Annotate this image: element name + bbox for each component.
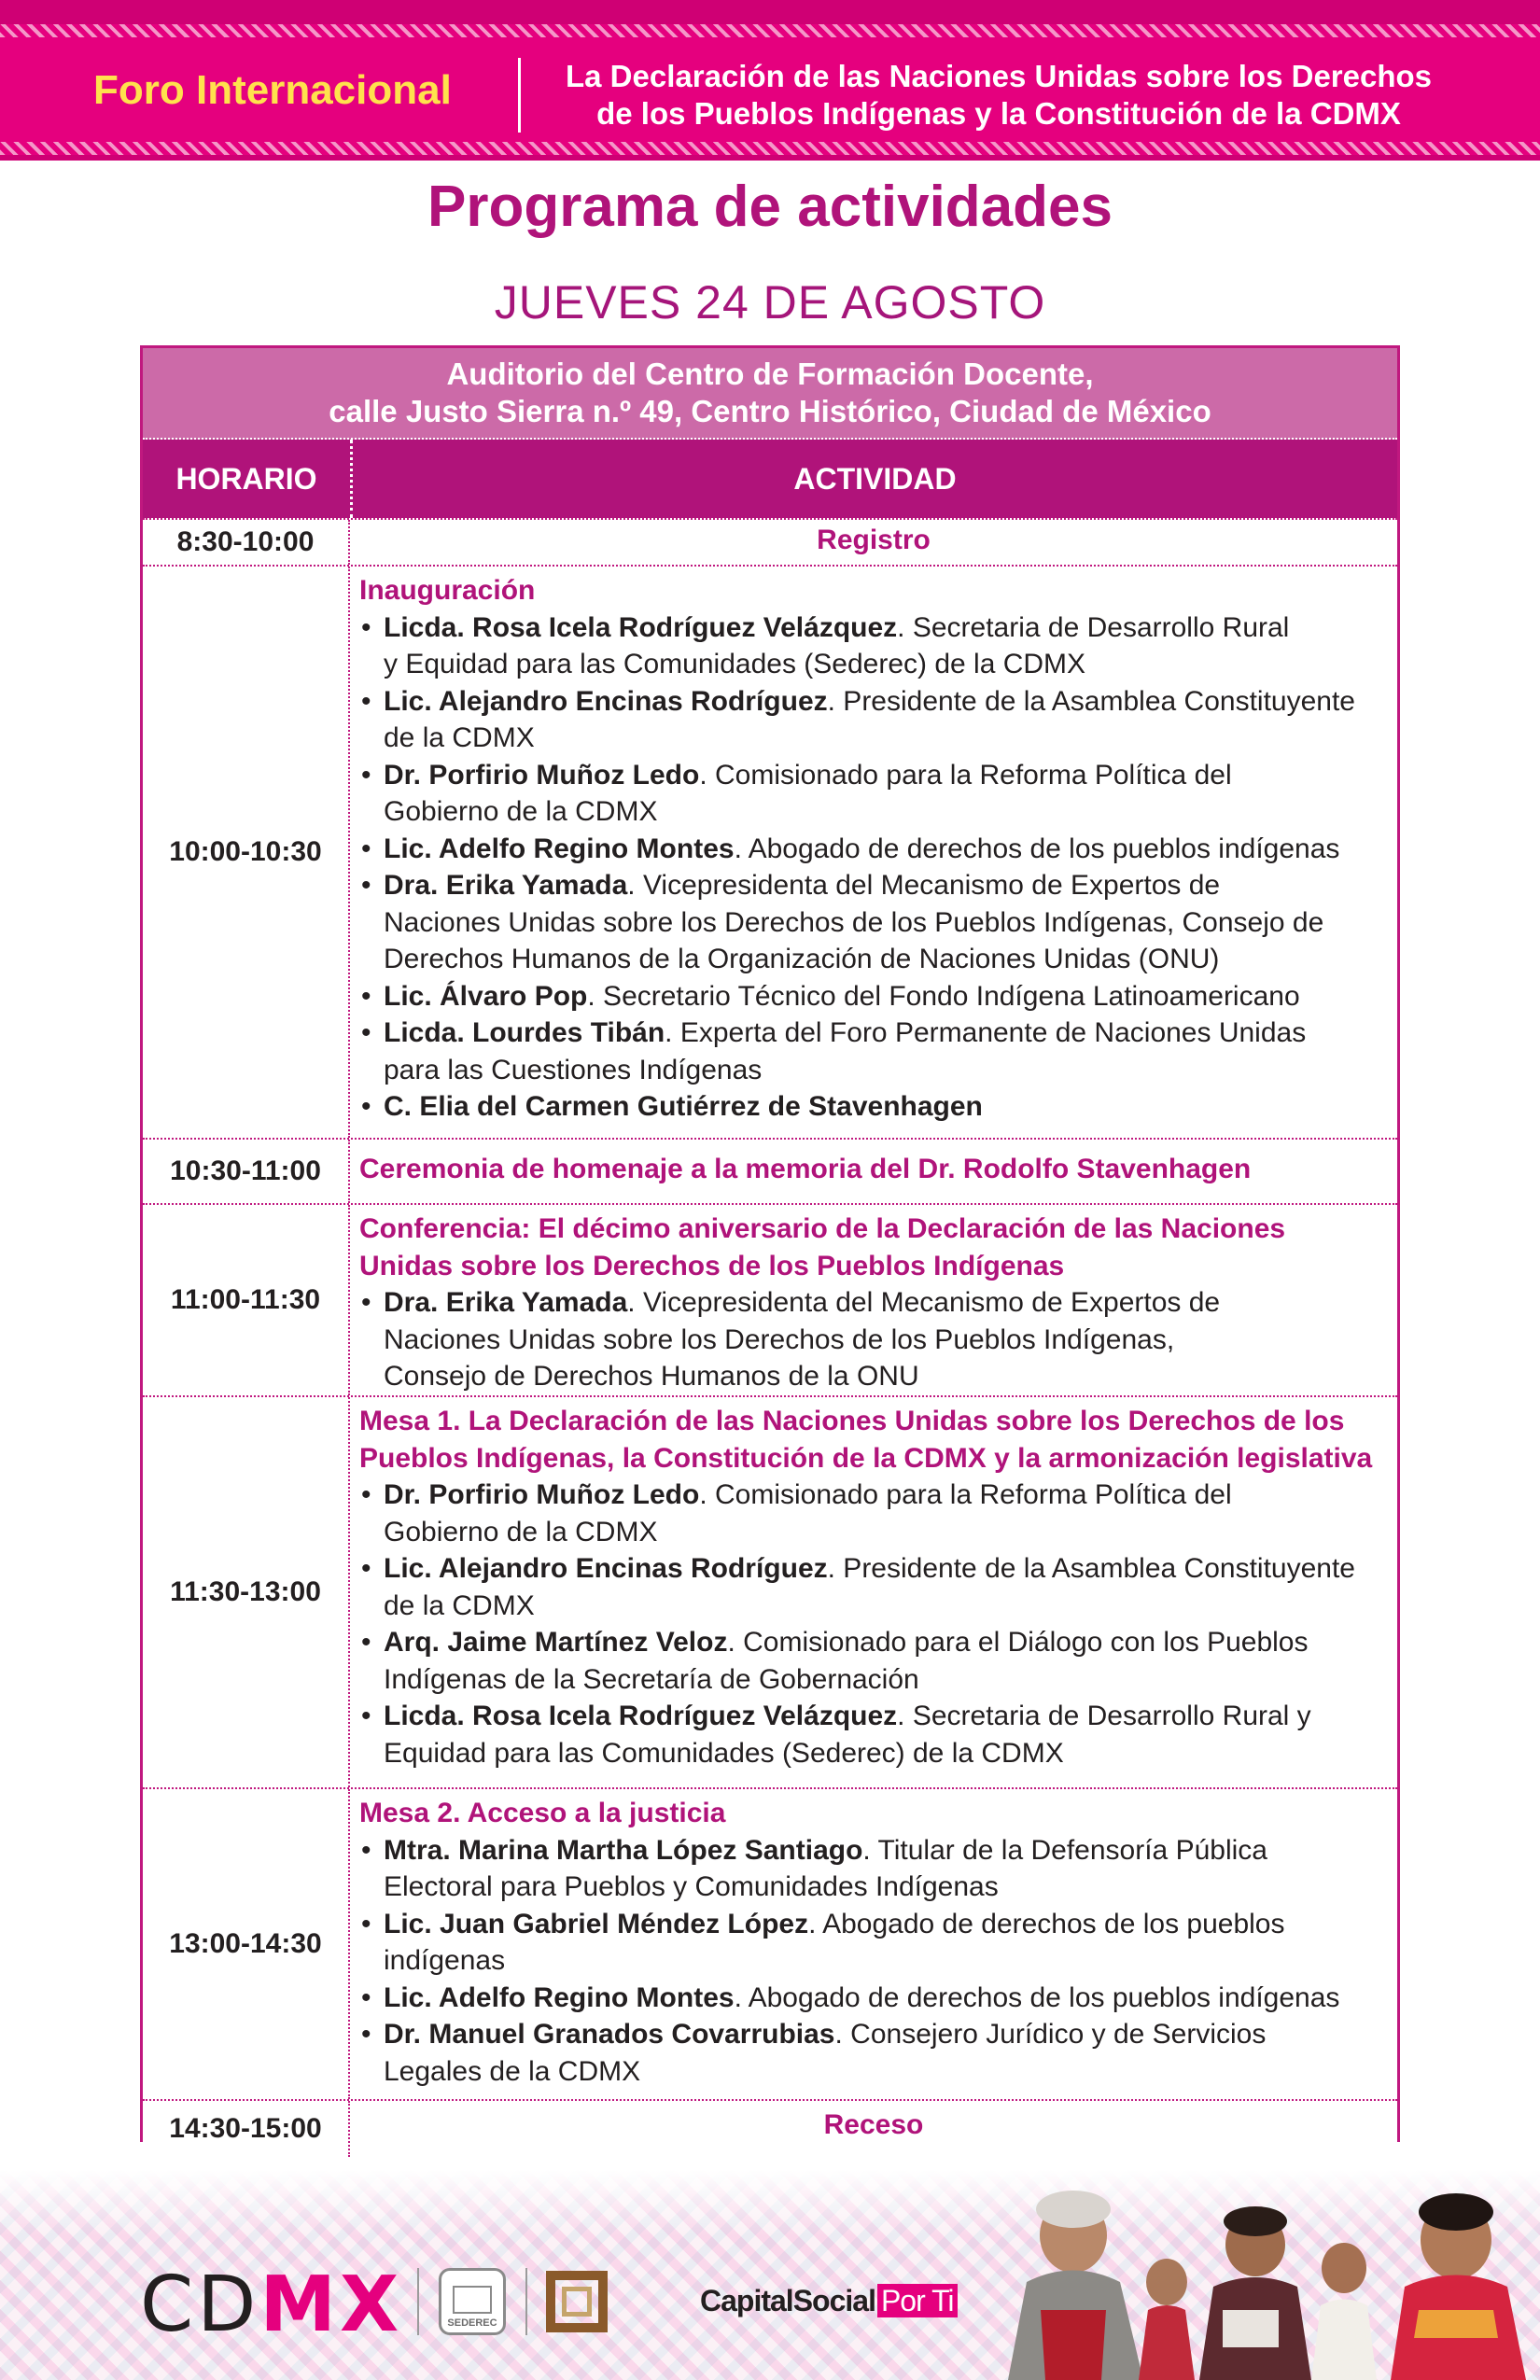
activity-title: Pueblos Indígenas, la Constitución de la CDMX y la armonización legislativa (359, 1442, 1373, 1474)
table-row (143, 1138, 1397, 1203)
participant-name: Lic. Álvaro Pop (384, 980, 588, 1012)
participant-name: Lic. Adelfo Regino Montes (384, 1981, 735, 2013)
participant-desc: para las Cuestiones Indígenas (384, 1054, 763, 1085)
table-row (143, 518, 1397, 565)
participant-name: Arq. Jaime Martínez Veloz (384, 1627, 728, 1658)
participant-desc: . Comisionado para la Reforma Política del (699, 759, 1232, 791)
participant-desc: . Abogado de derechos de los pueblos (808, 1908, 1285, 1939)
table-row (143, 1395, 1397, 1787)
participant-desc: Legales de la CDMX (384, 2055, 641, 2087)
forum-title (523, 58, 1475, 133)
header-band-top (0, 0, 1540, 24)
activity-title: Inauguración (359, 575, 536, 606)
row-time: 11:00-11:30 (143, 1205, 350, 1395)
participant-desc: . Experta del Foro Permanente de Naciones Unidas (665, 1017, 1307, 1048)
participant-item: • Dr. Porfirio Muñoz Ledo. Comisionado para la Reforma Política del Gobierno de la CDMX (361, 1479, 1232, 1547)
participant-desc: Gobierno de la CDMX (384, 796, 658, 827)
participant-name: Licda. Rosa Icela Rodríguez Velázquez (384, 611, 898, 643)
table-header-row (143, 440, 1397, 518)
activity-title: Mesa 1. La Declaración de las Naciones Unidas sobre los Derechos de los (359, 1406, 1345, 1436)
participant-item: • Lic. Alejandro Encinas Rodríguez. Presidente de la Asamblea Constituyente de la CDMX (361, 1553, 1355, 1621)
activity-title: Registro (817, 525, 931, 555)
cdmx-logo (140, 2261, 402, 2349)
person-hair (1036, 2191, 1111, 2228)
forum-title-line: La Declaración de las Naciones Unidas sobre los Derechos (565, 59, 1433, 93)
footer-divider (417, 2268, 419, 2335)
participant-item: • Lic. Álvaro Pop. Secretario Técnico del Fondo Indígena Latinoamericano (361, 980, 1300, 1012)
book-shape (1223, 2310, 1279, 2347)
row-activity (350, 1789, 1397, 2099)
row-activity (350, 1140, 1397, 1203)
person-body (1311, 2300, 1377, 2380)
sederec-label: SEDEREC (447, 2317, 497, 2329)
por-ti-text: Por Ti (877, 2284, 958, 2317)
row-time: 10:00-10:30 (143, 567, 350, 1138)
participant-desc: . Secretario Técnico del Fondo Indígena Latinoamericano (587, 980, 1300, 1012)
footer-divider (525, 2268, 527, 2335)
participant-desc: . Secretaria de Desarrollo Rural y (897, 1701, 1311, 1731)
header-pattern-top (0, 24, 1540, 37)
participant-item: • Lic. Juan Gabriel Méndez López. Abogado de derechos de los pueblos indígenas (361, 1908, 1285, 1976)
participant-item: • Licda. Rosa Icela Rodríguez Velázquez. Secretaria de Desarrollo Rural y Equidad para las Comunidades (Sederec) de la CDMX (361, 1701, 1311, 1769)
participant-desc: . Presidente de la Asamblea Constituyente (827, 685, 1355, 717)
forum-title-line: de los Pueblos Indígenas y la Constitución de la CDMX (596, 96, 1401, 131)
participant-desc: . Comisionado para el Diálogo con los Pueblos (727, 1627, 1309, 1658)
participant-name: Lic. Juan Gabriel Méndez López (384, 1908, 809, 1939)
header-banner (0, 0, 1540, 161)
row-activity (350, 520, 1397, 565)
row-activity (350, 2101, 1397, 2157)
row-activity (350, 1397, 1397, 1787)
forum-label: Foro Internacional (93, 67, 452, 113)
venue-line: calle Justo Sierra n.º 49, Centro Histórico, Ciudad de México (329, 394, 1211, 428)
schedule-table (140, 345, 1400, 2142)
participant-desc: . Abogado de derechos de los pueblos indígenas (734, 1981, 1340, 2013)
participant-item: • Arq. Jaime Martínez Veloz. Comisionado para el Diálogo con los Pueblos Indígenas de la Secretaría de Gobernación (361, 1627, 1309, 1695)
participant-item: • Lic. Adelfo Regino Montes. Abogado de derechos de los pueblos indígenas (361, 1981, 1340, 2013)
participant-name: Dr. Porfirio Muñoz Ledo (384, 759, 700, 791)
participant-name: Dr. Manuel Granados Covarrubias (384, 2019, 835, 2050)
participant-desc: Electoral para Pueblos y Comunidades Indígenas (384, 1871, 999, 1902)
participant-desc: . Abogado de derechos de los pueblos indígenas (734, 833, 1340, 864)
cdmx-logo-mx: MX (259, 2261, 403, 2349)
activity-title: Unidas sobre los Derechos de los Pueblos Indígenas (359, 1250, 1065, 1281)
participant-desc: de la CDMX (384, 722, 535, 753)
participant-desc: . Presidente de la Asamblea Constituyente (827, 1553, 1355, 1584)
row-time: 8:30-10:00 (143, 520, 350, 565)
activity-title: Receso (823, 2109, 924, 2140)
participant-desc: . Comisionado para la Reforma Política del (699, 1479, 1232, 1510)
participant-name: Dra. Erika Yamada (384, 1287, 628, 1318)
participant-name: Dr. Porfirio Muñoz Ledo (384, 1479, 700, 1510)
capital-social-text: CapitalSocial (700, 2284, 875, 2317)
participant-item: • Mtra. Marina Martha López Santiago. Titular de la Defensoría Pública Electoral para Pueblos y Comunidades Indígenas (361, 1834, 1267, 1902)
participant-desc: . Titular de la Defensoría Pública (862, 1834, 1267, 1866)
table-row (143, 1787, 1397, 2099)
activity-title: Ceremonia de homenaje a la memoria del Dr. Rodolfo Stavenhagen (359, 1154, 1252, 1184)
participant-item: • Lic. Adelfo Regino Montes. Abogado de derechos de los pueblos indígenas (361, 833, 1340, 864)
participant-desc: Naciones Unidas sobre los Derechos de los Pueblos Indígenas, Consejo de (384, 906, 1324, 938)
person-face (1146, 2259, 1187, 2305)
participant-name: Licda. Lourdes Tibán (384, 1017, 665, 1048)
sederec-logo-icon (439, 2268, 506, 2335)
person-hair (1224, 2206, 1287, 2236)
activity-title: Mesa 2. Acceso a la justicia (359, 1798, 726, 1828)
row-time: 10:30-11:00 (143, 1140, 350, 1203)
participant-desc: . Vicepresidenta del Mecanismo de Expertos de (627, 1287, 1221, 1318)
header-band-bottom (0, 155, 1540, 161)
capital-social-logo (700, 2284, 958, 2318)
participant-desc: Equidad para las Comunidades (Sederec) de la CDMX (384, 1737, 1064, 1769)
participant-desc: Derechos Humanos de la Organización de Naciones Unidas (ONU) (384, 944, 1220, 974)
activity-title: Conferencia: El décimo aniversario de la Declaración de las Naciones (359, 1213, 1286, 1244)
table-row (143, 1203, 1397, 1395)
participant-desc: . Consejero Jurídico y de Servicios (834, 2019, 1267, 2050)
building-icon (453, 2286, 492, 2314)
participant-name: C. Elia del Carmen Gutiérrez de Stavenhagen (384, 1091, 983, 1122)
row-time: 11:30-13:00 (143, 1397, 350, 1787)
participant-desc: . Secretaria de Desarrollo Rural (897, 611, 1290, 643)
participant-item: • Dr. Porfirio Muñoz Ledo. Comisionado para la Reforma Política del Gobierno de la CDMX (361, 759, 1232, 827)
participant-item: • C. Elia del Carmen Gutiérrez de Stavenhagen (361, 1091, 983, 1122)
participant-desc: y Equidad para las Comunidades (Sederec) de la CDMX (384, 649, 1086, 679)
column-header-activity: ACTIVIDAD (793, 461, 957, 496)
row-activity (350, 567, 1397, 1138)
participant-item: • Licda. Rosa Icela Rodríguez Velázquez. Secretaria de Desarrollo Rural y Equidad para las Comunidades (Sederec) de la CDMX (361, 611, 1290, 679)
column-header-time: HORARIO (143, 440, 353, 518)
participant-desc: Consejo de Derechos Humanos de la ONU (384, 1361, 919, 1392)
participant-name: Lic. Adelfo Regino Montes (384, 833, 735, 864)
row-activity (350, 1205, 1397, 1395)
row-time: 13:00-14:30 (143, 1789, 350, 2099)
participant-item: • Dra. Erika Yamada. Vicepresidenta del Mecanismo de Expertos de Naciones Unidas sobre los Derechos de los Pueblos Indígenas, Consejo de Derechos Humanos de la ONU (361, 1287, 1221, 1392)
participant-name: Licda. Rosa Icela Rodríguez Velázquez (384, 1701, 898, 1731)
person-hair (1419, 2193, 1493, 2231)
participant-desc: de la CDMX (384, 1589, 535, 1621)
participant-item: • Dra. Erika Yamada. Vicepresidenta del Mecanismo de Expertos de Naciones Unidas sobre los Derechos de los Pueblos Indígenas, Consejo de Derechos Humanos de la Organización de Naciones Unidas (ONU) (361, 870, 1324, 974)
participant-item: • Dr. Manuel Granados Covarrubias. Consejero Jurídico y de Servicios Legales de la CDMX (361, 2019, 1267, 2087)
photo-indigenous-people (989, 2170, 1540, 2380)
participant-name: Lic. Alejandro Encinas Rodríguez (384, 685, 828, 717)
page-title: Programa de actividades (427, 175, 1113, 239)
participant-name: Lic. Alejandro Encinas Rodríguez (384, 1553, 828, 1584)
geometric-pattern-logo-icon (546, 2271, 608, 2332)
participant-desc: Gobierno de la CDMX (384, 1516, 658, 1547)
header-divider (518, 58, 521, 133)
venue-line: Auditorio del Centro de Formación Docente, (446, 357, 1094, 391)
person-face (1322, 2243, 1366, 2293)
table-row (143, 2099, 1397, 2157)
participant-desc: indígenas (384, 1945, 506, 1976)
participant-item: • Licda. Lourdes Tibán. Experta del Foro Permanente de Naciones Unidas para las Cuestiones Indígenas (361, 1017, 1307, 1085)
participant-name: Dra. Erika Yamada (384, 870, 628, 901)
embroidery-pattern (1414, 2310, 1498, 2338)
footer (0, 2170, 1540, 2380)
person-garment (1041, 2310, 1106, 2380)
table-row (143, 565, 1397, 1138)
participant-item: • Lic. Alejandro Encinas Rodríguez. Presidente de la Asamblea Constituyente de la CDMX (361, 685, 1355, 753)
venue-header (143, 348, 1397, 440)
header-pattern-bottom (0, 142, 1540, 155)
participant-desc: Indígenas de la Secretaría de Gobernación (384, 1663, 919, 1695)
event-date: JUEVES 24 DE AGOSTO (494, 276, 1046, 329)
row-time: 14:30-15:00 (143, 2101, 350, 2157)
participant-name: Mtra. Marina Martha López Santiago (384, 1834, 863, 1866)
participant-desc: . Vicepresidenta del Mecanismo de Expertos de (627, 870, 1221, 901)
participant-desc: Naciones Unidas sobre los Derechos de los Pueblos Indígenas, (384, 1323, 1175, 1355)
person-body (1139, 2305, 1195, 2380)
cdmx-logo-cd: CD (140, 2261, 260, 2349)
